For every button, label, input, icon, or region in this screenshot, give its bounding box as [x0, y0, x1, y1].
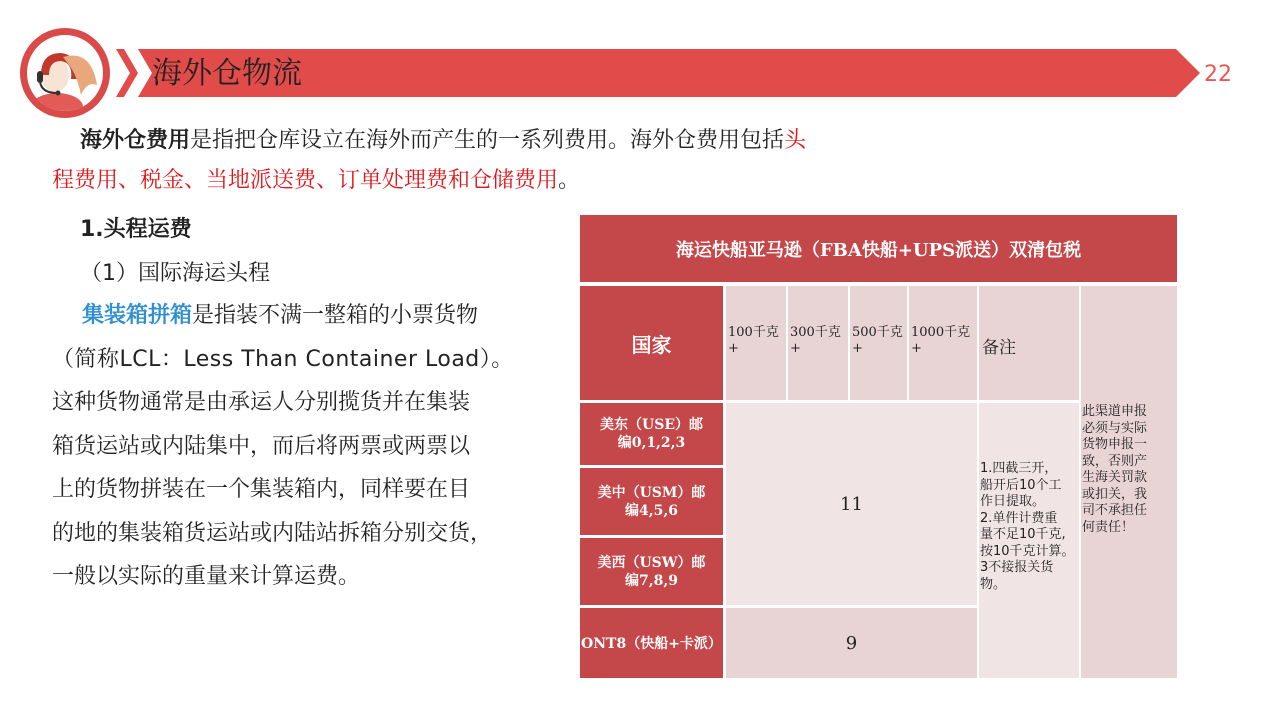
- lcl-term: 集装箱拼箱: [82, 303, 193, 328]
- disclaimer-line: 何责任！: [1082, 519, 1135, 535]
- disclaimer-line: 司不承担任: [1082, 503, 1148, 518]
- intro-end: 。: [558, 168, 581, 193]
- weight-header-300: 300千克+: [788, 286, 848, 400]
- section-subtitle: （1）国际海运头程: [80, 261, 270, 286]
- weight-header-500: 500千克+: [850, 286, 907, 400]
- intro-term: 海外仓费用: [80, 128, 191, 153]
- para-line-3: 这种货物通常是由承运人分别揽货并在集装: [52, 390, 471, 415]
- disclaimer-line: 货物申报一: [1082, 437, 1148, 452]
- disclaimer-line: 致，否则产: [1082, 453, 1148, 469]
- remark-line: 2.单件计费重: [980, 510, 1058, 526]
- disclaimer-line: 必须与实际: [1082, 420, 1148, 436]
- para-line-1: 是指装不满一整箱的小票货物: [192, 303, 479, 328]
- intro-paragraph: [52, 121, 912, 201]
- remark-line: 船开后10个工: [980, 477, 1062, 493]
- disclaimer-cell: [1081, 286, 1177, 678]
- disclaimer-line: 或扣关，我: [1082, 486, 1148, 502]
- para-line-5: 上的货物拼装在一个集装箱内，同样要在目: [52, 477, 471, 502]
- remark-line: 量不足10千克,: [980, 527, 1066, 542]
- remark-header: 备注: [979, 286, 1079, 400]
- row-country-usw: 美西（USW）邮编7,8,9: [580, 538, 723, 605]
- price-us: 11: [726, 403, 977, 605]
- page-number: 22: [1204, 62, 1232, 87]
- table-title: 海运快船亚马逊（FBA快船+UPS派送）双清包税: [580, 215, 1177, 282]
- row-country-usm: 美中（USM）邮编4,5,6: [580, 468, 723, 535]
- para-line-7: 一般以实际的重量来计算运费。: [52, 564, 361, 589]
- weight-header-1000: 1000千克+: [909, 286, 977, 400]
- remark-line: 3不接报关货: [980, 560, 1054, 575]
- remark-cell: [979, 403, 1079, 678]
- page-title: 海外仓物流: [152, 56, 302, 91]
- customer-service-icon: [27, 35, 103, 111]
- disclaimer-line: 生海关罚款: [1082, 470, 1148, 485]
- intro-red-1: 头: [784, 128, 807, 153]
- para-line-6: 的地的集装箱货运站或内陆站拆箱分别交货，: [52, 520, 493, 546]
- price-ont8: 9: [726, 608, 977, 678]
- country-header: 国家: [580, 286, 723, 400]
- remark-line: 作日提取。: [980, 494, 1046, 509]
- disclaimer-line: 此渠道申报: [1082, 404, 1148, 419]
- section-title: 1.头程运费: [80, 217, 192, 242]
- logo-avatar: [20, 28, 110, 118]
- para-line-2: （简称LCL：Less Than Container Load）。: [52, 346, 514, 372]
- remark-line: 按10千克计算。: [980, 543, 1075, 559]
- row-country-ont8: ONT8（快船+卡派）: [580, 608, 723, 678]
- shipping-rate-table: [580, 215, 1177, 678]
- remark-line: 物。: [980, 576, 1007, 592]
- intro-text: 是指把仓库设立在海外而产生的一系列费用。海外仓费用包括: [190, 128, 785, 153]
- para-line-4: 箱货运站或内陆集中，而后将两票或两票以: [52, 433, 471, 459]
- lcl-paragraph: [52, 294, 530, 599]
- remark-line: 1.四截三开，: [980, 461, 1058, 476]
- intro-red-2: 程费用、税金、当地派送费、订单处理费和仓储费用: [52, 168, 559, 193]
- weight-header-100: 100千克+: [726, 286, 786, 400]
- row-country-use: 美东（USE）邮编0,1,2,3: [580, 403, 723, 465]
